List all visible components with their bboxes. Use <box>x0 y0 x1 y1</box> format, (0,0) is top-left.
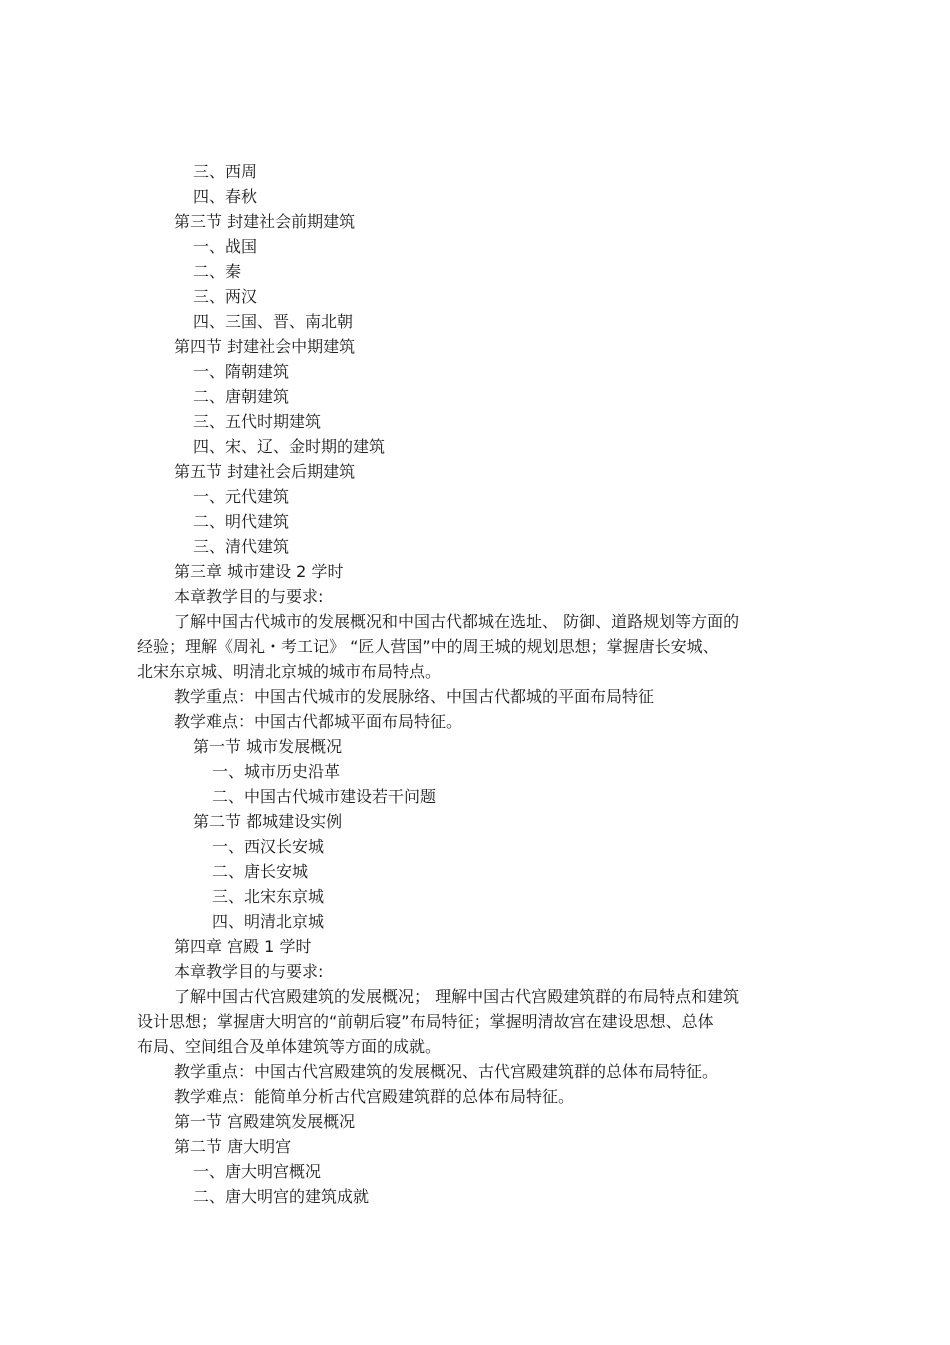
teaching-focus: 教学重点：中国古代宫殿建筑的发展概况、古代宫殿建筑群的总体布局特征。 <box>174 1062 719 1081</box>
outline-item: 二、唐大明宫的建筑成就 <box>193 1187 370 1206</box>
section-heading: 第三节 封建社会前期建筑 <box>174 212 356 231</box>
outline-item: 二、唐朝建筑 <box>193 387 290 406</box>
paragraph-line: 了解中国古代宫殿建筑的发展概况； 理解中国古代宫殿建筑群的布局特点和建筑 <box>174 987 740 1006</box>
outline-item: 一、西汉长安城 <box>212 837 325 856</box>
section-heading: 第二节 唐大明宫 <box>174 1137 292 1156</box>
outline-item: 二、中国古代城市建设若干问题 <box>212 787 437 806</box>
section-heading: 第五节 封建社会后期建筑 <box>174 462 356 481</box>
outline-item: 三、清代建筑 <box>193 537 290 556</box>
outline-item: 二、秦 <box>193 262 242 281</box>
outline-item: 一、战国 <box>193 237 258 256</box>
outline-item: 二、明代建筑 <box>193 512 290 531</box>
outline-item: 四、明清北京城 <box>212 912 325 931</box>
teaching-difficulty: 教学难点：中国古代都城平面布局特征。 <box>174 712 463 731</box>
section-heading: 第一节 城市发展概况 <box>193 737 343 756</box>
paragraph-line: 北宋东京城、明清北京城的城市布局特点。 <box>137 662 442 681</box>
outline-item: 一、元代建筑 <box>193 487 290 506</box>
outline-item: 四、春秋 <box>193 187 258 206</box>
outline-item: 二、唐长安城 <box>212 862 309 881</box>
section-heading: 第一节 宫殿建筑发展概况 <box>174 1112 356 1131</box>
outline-item: 四、三国、晋、南北朝 <box>193 312 354 331</box>
section-heading: 第二节 都城建设实例 <box>193 812 343 831</box>
teaching-focus: 教学重点：中国古代城市的发展脉络、中国古代都城的平面布局特征 <box>174 687 655 706</box>
paragraph-line: 布局、空间组合及单体建筑等方面的成就。 <box>137 1037 442 1056</box>
chapter-heading: 第四章 宫殿 1 学时 <box>174 937 312 956</box>
outline-item: 一、城市历史沿革 <box>212 762 341 781</box>
paragraph-line: 了解中国古代城市的发展概况和中国古代都城在选址、 防御、道路规划等方面的 <box>174 612 740 631</box>
outline-item: 三、五代时期建筑 <box>193 412 322 431</box>
objectives-heading: 本章教学目的与要求: <box>174 587 324 606</box>
section-heading: 第四节 封建社会中期建筑 <box>174 337 356 356</box>
outline-item: 三、两汉 <box>193 287 258 306</box>
paragraph-line: 设计思想；掌握唐大明宫的“前朝后寝”布局特征；掌握明清故宫在建设思想、总体 <box>137 1012 714 1031</box>
objectives-heading: 本章教学目的与要求: <box>174 962 324 981</box>
teaching-difficulty: 教学难点：能简单分析古代宫殿建筑群的总体布局特征。 <box>174 1087 575 1106</box>
outline-item: 三、北宋东京城 <box>212 887 325 906</box>
outline-item: 一、唐大明宫概况 <box>193 1162 322 1181</box>
paragraph-line: 经验；理解《周礼・考工记》 “匠人营国”中的周王城的规划思想；掌握唐长安城、 <box>137 637 719 656</box>
outline-item: 三、西周 <box>193 162 258 181</box>
outline-item: 一、隋朝建筑 <box>193 362 290 381</box>
outline-item: 四、宋、辽、金时期的建筑 <box>193 437 386 456</box>
chapter-heading: 第三章 城市建设 2 学时 <box>174 562 344 581</box>
